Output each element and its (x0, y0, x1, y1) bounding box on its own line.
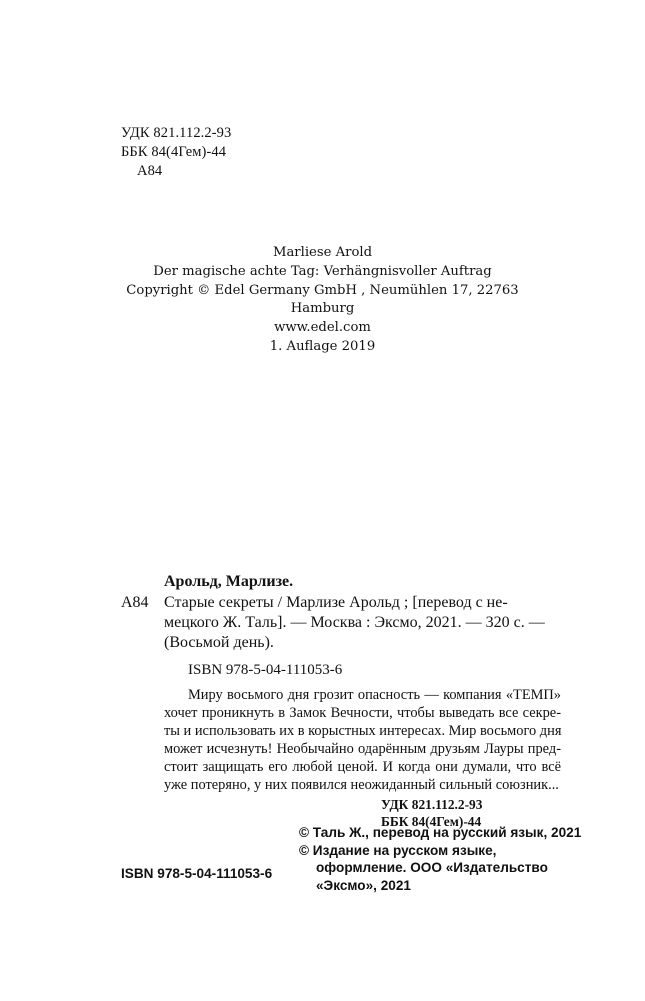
annotation-line-6: уже потеряно, у них появился неожиданный сильный союзник... (164, 777, 559, 793)
author-sign-code: А84 (137, 163, 163, 179)
annotation-line-3: ты и использовать их в корыстных интересах. Мир восьмого дня (164, 723, 562, 739)
original-title: Der magische achte Tag: Verhängnisvoller Auftrag (153, 264, 492, 279)
annotation-line-4: может исчезнуть! Необычайно одарённым друзьям Лауры пред- (164, 741, 561, 757)
copyright-translation: © Таль Ж., перевод на русский язык, 2021 (299, 825, 582, 840)
original-website: www.edel.com (274, 320, 371, 335)
copyright-edition-line-1: © Издание на русском языке, (299, 843, 497, 858)
udk-code: УДК 821.112.2-93 (121, 125, 232, 141)
bbk-code: ББК 84(4Гем)-44 (121, 144, 227, 160)
description-line-2: мецкого Ж. Таль]. — Москва : Эксмо, 2021. — 320 с. — (164, 614, 545, 631)
record-isbn: ISBN 978-5-04-111053-6 (188, 662, 343, 678)
footer-isbn: ISBN 978-5-04-111053-6 (121, 866, 273, 881)
annotation-udk: УДК 821.112.2-93 (381, 797, 483, 812)
annotation-line-5: стоит защищать его любой ценой. И когда они думали, что всё (164, 759, 561, 775)
original-edition: 1. Auflage 2019 (269, 339, 376, 354)
description-line-3: (Восьмой день). (164, 634, 274, 651)
copyright-edition-line-3: «Эксмо», 2021 (316, 878, 411, 893)
original-copyright: Copyright © Edel Germany GmbH , Neumühlen 17, 22763 (126, 283, 519, 298)
index-code: А84 (121, 594, 149, 611)
description-line-1: Старые секреты / Марлизе Арольд ; [перевод с не- (164, 594, 508, 611)
annotation-bbk: ББК 84(4Гем)-44 (381, 814, 482, 829)
annotation-line-1: Миру восьмого дня грозит опасность — компания «ТЕМП» (188, 687, 561, 703)
author-heading: Арольд, Марлизе. (164, 573, 294, 590)
copyright-edition-line-2: оформление. ООО «Издательство (316, 860, 548, 875)
annotation-line-2: хочет проникнуть в Замок Вечности, чтобы выведать все секре- (164, 705, 561, 721)
original-author: Marliese Arold (272, 245, 373, 260)
original-city: Hamburg (290, 301, 355, 316)
